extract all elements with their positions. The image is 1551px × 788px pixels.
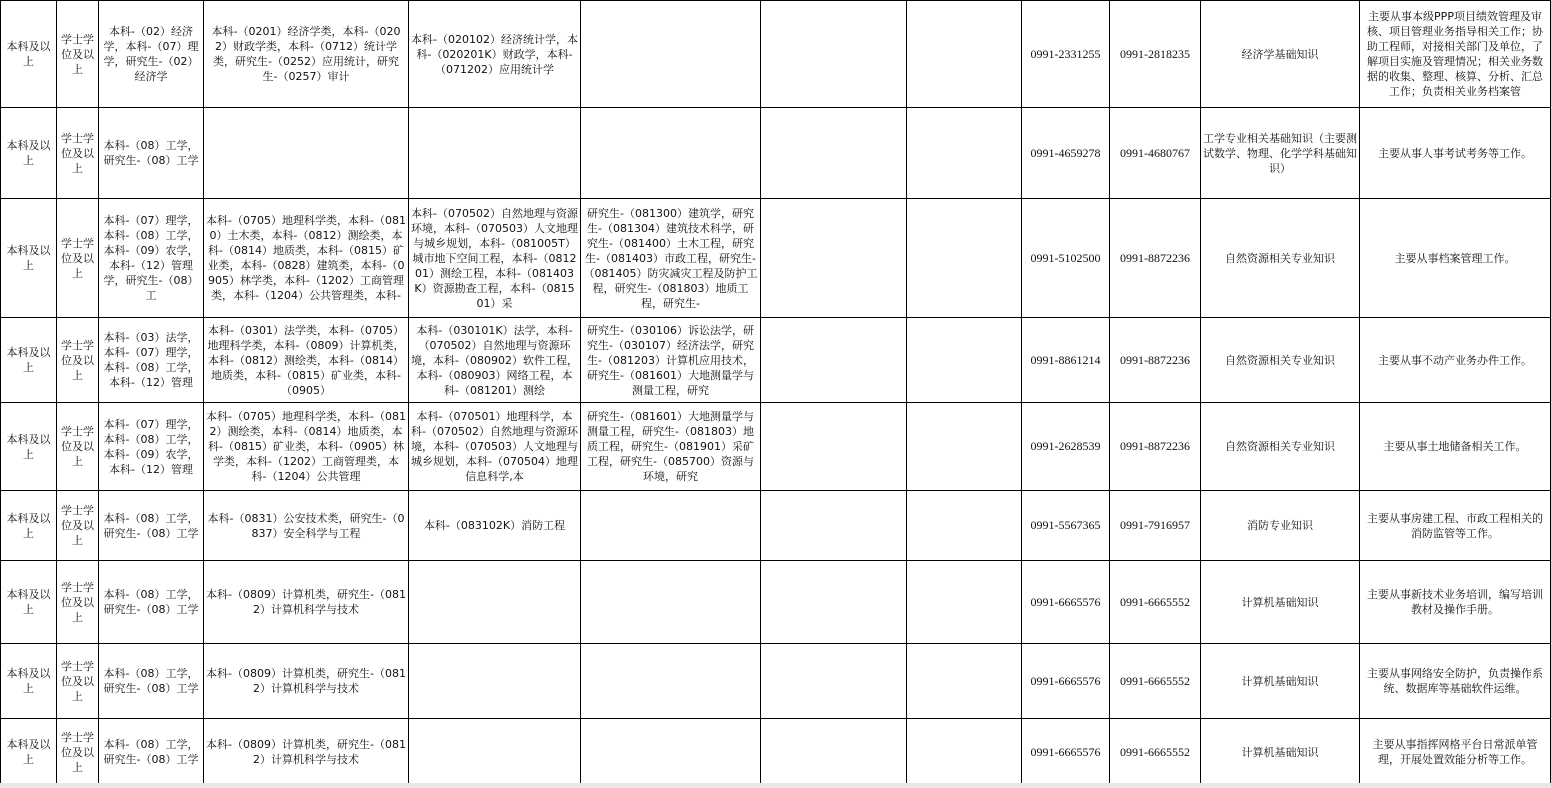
supervisor-phone-cell-text: 0991-8872236 [1120,439,1190,453]
major-category-cell-text: 本科-（02）经济学，本科-（07）理学，研究生-（02）经济学 [103,25,199,83]
major-category-cell-text: 本科-（07）理学，本科-（08）工学，本科-（09）农学，本科-（12）管理 [103,417,199,476]
blank-cell[interactable] [761,561,907,644]
major-name-cell-text: 本科-（083102K）消防工程 [423,519,566,532]
education-cell-text: 本科及以上 [6,432,51,461]
degree-cell-text: 学士学位及以上 [61,32,94,76]
exam-subject-cell-text: 工学专业相关基础知识（主要测试数学、物理、化学学科基础知识） [1203,131,1357,175]
degree-cell[interactable] [57,561,99,644]
major-category-cell[interactable] [99,318,204,403]
supervisor-phone-cell[interactable] [1110,108,1201,199]
exam-subject-cell-text: 计算机基础知识 [1241,745,1319,759]
table-row [1,1,1551,108]
supervisor-phone-cell-text: 0991-6665552 [1120,744,1190,759]
major-graduate-cell-text: 研究生-（030106）诉讼法学，研究生-（030107）经济法学，研究生-（081203）计算机应用技术，研究生-（081601）大地测量学与测量工程，研究 [587,323,754,397]
education-cell[interactable] [1,108,57,199]
major-class-cell[interactable] [204,561,409,644]
contact-phone-cell[interactable] [1022,561,1110,644]
major-graduate-cell[interactable] [581,561,761,644]
job-duty-cell[interactable] [1360,491,1551,561]
job-duty-cell-text: 主要从事不动产业务办件工作。 [1378,353,1532,367]
exam-subject-cell[interactable] [1201,491,1360,561]
exam-subject-cell[interactable] [1201,644,1360,719]
contact-phone-cell[interactable] [1022,108,1110,199]
major-class-cell-text: 本科-（0809）计算机类，研究生-（0812）计算机科学与技术 [206,667,406,695]
major-name-cell[interactable] [409,1,581,108]
major-graduate-cell[interactable] [581,108,761,199]
supervisor-phone-cell[interactable] [1110,318,1201,403]
contact-phone-cell[interactable] [1022,318,1110,403]
blank-cell[interactable] [761,108,907,199]
major-name-cell[interactable] [409,644,581,719]
blank-cell[interactable] [907,199,1022,318]
degree-cell[interactable] [57,1,99,108]
supervisor-phone-cell[interactable] [1110,561,1201,644]
major-name-cell-text: 本科-（020102）经济统计学，本科-（020201K）财政学，本科-（071202）应用统计学 [411,32,578,76]
major-graduate-cell[interactable] [581,719,761,786]
job-duty-cell-text: 主要从事指挥网格平台日常派单管理，开展处置效能分析等工作。 [1372,738,1538,766]
major-name-cell[interactable] [409,491,581,561]
job-duty-cell-text: 主要从事档案管理工作。 [1394,251,1516,265]
exam-subject-cell-text: 消防专业知识 [1247,519,1313,532]
major-name-cell[interactable] [409,318,581,403]
supervisor-phone-cell[interactable] [1110,644,1201,719]
supervisor-phone-cell-text: 0991-2818235 [1120,46,1190,61]
blank-cell[interactable] [761,199,907,318]
major-category-cell-text: 本科-（03）法学，本科-（07）理学，本科-（08）工学，本科-（12）管理 [103,331,199,389]
major-graduate-cell[interactable] [581,1,761,108]
blank-cell[interactable] [907,403,1022,491]
exam-subject-cell-text: 自然资源相关专业知识 [1225,251,1335,265]
supervisor-phone-cell-text: 0991-6665552 [1120,673,1190,688]
education-cell-text: 本科及以上 [6,588,51,616]
major-category-cell-text: 本科-（08）工学，研究生-（08）工学 [103,511,199,540]
job-duty-cell-text: 主要从事新技术业务培训，编写培训教材及操作手册。 [1367,588,1543,616]
contact-phone-cell[interactable] [1022,1,1110,108]
education-cell[interactable] [1,199,57,318]
education-cell-text: 本科及以上 [6,346,51,374]
supervisor-phone-cell[interactable] [1110,199,1201,318]
table-row [1,491,1551,561]
major-name-cell[interactable] [409,561,581,644]
degree-cell-text: 学士学位及以上 [61,131,94,175]
sheet-bottom-edge [0,783,1551,788]
education-cell-text: 本科及以上 [6,511,51,540]
major-category-cell[interactable] [99,108,204,199]
exam-subject-cell[interactable] [1201,318,1360,403]
education-cell[interactable] [1,318,57,403]
exam-subject-cell-text: 自然资源相关专业知识 [1225,353,1335,367]
contact-phone-cell[interactable] [1022,491,1110,561]
supervisor-phone-cell[interactable] [1110,1,1201,108]
major-class-cell[interactable] [204,644,409,719]
blank-cell[interactable] [907,108,1022,199]
contact-phone-cell[interactable] [1022,199,1110,318]
exam-subject-cell[interactable] [1201,561,1360,644]
supervisor-phone-cell[interactable] [1110,491,1201,561]
job-duty-cell[interactable] [1360,644,1551,719]
major-name-cell-text: 本科-（070502）自然地理与资源环境，本科-（070503）人文地理与城乡规划，本科-（081005T）城市地下空间工程，本科-（081201）测绘工程，本科-（081403K）资源勘查工程，本科-（081501）采 [411,206,578,310]
blank-cell[interactable] [761,318,907,403]
major-class-cell-text: 本科-（0705）地理科学类，本科-（0812）测绘类，本科-（0814）地质类，本科-（0815）矿业类，本科-（0905）林学类，本科-（1202）工商管理类，本科-（1204）公共管理 [206,410,406,483]
major-class-cell[interactable] [204,318,409,403]
major-category-cell[interactable] [99,403,204,491]
major-name-cell-text: 本科-（070501）地理科学，本科-（070502）自然地理与资源环境，本科-（070503）人文地理与城乡规划，本科-（070504）地理信息科学,本 [411,410,578,483]
blank-cell[interactable] [761,403,907,491]
degree-cell-text: 学士学位及以上 [61,730,94,774]
table-row [1,108,1551,199]
major-graduate-cell[interactable] [581,491,761,561]
major-class-cell-text: 本科-（0809）计算机类，研究生-（0812）计算机科学与技术 [206,738,406,766]
major-category-cell[interactable] [99,491,204,561]
contact-phone-cell-text: 0991-4659278 [1030,145,1101,160]
major-class-cell-text: 本科-（0831）公安技术类，研究生-（0837）安全科学与工程 [207,511,405,540]
major-category-cell-text: 本科-（08）工学，研究生-（08）工学 [103,139,199,167]
education-cell-text: 本科及以上 [6,40,51,68]
major-class-cell[interactable] [204,403,409,491]
major-name-cell[interactable] [409,108,581,199]
blank-cell[interactable] [761,644,907,719]
job-duty-cell[interactable] [1360,1,1551,108]
contact-phone-cell-text: 0991-2331255 [1030,46,1101,61]
blank-cell[interactable] [907,719,1022,786]
exam-subject-cell[interactable] [1201,108,1360,199]
table-row [1,199,1551,318]
major-graduate-cell[interactable] [581,644,761,719]
degree-cell[interactable] [57,318,99,403]
exam-subject-cell-text: 计算机基础知识 [1241,674,1319,688]
exam-subject-cell-text: 计算机基础知识 [1241,595,1319,609]
degree-cell[interactable] [57,403,99,491]
job-duty-cell-text: 主要从事网络安全防护，负责操作系统、数据库等基础软件运维。 [1367,667,1543,695]
contact-phone-cell-text: 0991-5567365 [1030,518,1101,532]
contact-phone-cell-text: 0991-2628539 [1030,439,1101,453]
supervisor-phone-cell-text: 0991-7916957 [1120,518,1190,532]
blank-cell[interactable] [761,1,907,108]
major-class-cell[interactable] [204,1,409,108]
job-duty-cell-text: 主要从事房建工程、市政工程相关的消防监管等工作。 [1367,511,1543,540]
job-duty-cell[interactable] [1360,318,1551,403]
major-category-cell[interactable] [99,644,204,719]
table-row [1,561,1551,644]
exam-subject-cell[interactable] [1201,1,1360,108]
major-category-cell[interactable] [99,561,204,644]
education-cell[interactable] [1,1,57,108]
exam-subject-cell[interactable] [1201,403,1360,491]
major-class-cell-text: 本科-（0301）法学类，本科-（0705）地理科学类，本科-（0809）计算机类，本科-（0812）测绘类，本科-（0814）地质类，本科-（0815）矿业类，本科-（0905） [207,323,405,397]
contact-phone-cell[interactable] [1022,644,1110,719]
blank-cell[interactable] [907,491,1022,561]
contact-phone-cell-text: 0991-8861214 [1030,352,1101,367]
major-category-cell[interactable] [99,199,204,318]
supervisor-phone-cell-text: 0991-6665552 [1120,594,1190,609]
major-name-cell-text: 本科-（030101K）法学，本科-（070502）自然地理与资源环境，本科-（080902）软件工程，本科-（080903）网络工程，本科-（081201）测绘 [411,323,578,397]
job-duty-cell[interactable] [1360,199,1551,318]
major-category-cell[interactable] [99,719,204,786]
contact-phone-cell-text: 0991-6665576 [1030,744,1101,759]
supervisor-phone-cell-text: 0991-8872236 [1120,352,1190,367]
exam-subject-cell-text: 自然资源相关专业知识 [1225,440,1335,453]
major-class-cell-text: 本科-（0809）计算机类，研究生-（0812）计算机科学与技术 [206,588,406,616]
exam-subject-cell[interactable] [1201,199,1360,318]
contact-phone-cell-text: 0991-6665576 [1030,673,1101,688]
degree-cell-text: 学士学位及以上 [61,580,94,624]
education-cell[interactable] [1,644,57,719]
major-class-cell[interactable] [204,199,409,318]
major-graduate-cell-text: 研究生-（081300）建筑学，研究生-（081304）建筑技术科学，研究生-（081400）土木工程，研究生-（081403）市政工程，研究生-（081405）防灾减灾工程及防护工程，研究生-（081803）地质工程，研究生- [583,206,758,310]
table-row [1,403,1551,491]
table-row [1,318,1551,403]
job-duty-cell[interactable] [1360,719,1551,786]
blank-cell[interactable] [907,318,1022,403]
contact-phone-cell[interactable] [1022,403,1110,491]
major-graduate-cell[interactable] [581,318,761,403]
blank-cell[interactable] [907,644,1022,719]
job-duty-cell-text: 主要从事人事考试考务等工作。 [1378,146,1532,160]
contact-phone-cell-text: 0991-5102500 [1030,250,1101,265]
supervisor-phone-cell-text: 0991-4680767 [1120,145,1190,160]
contact-phone-cell[interactable] [1022,719,1110,786]
major-category-cell-text: 本科-（08）工学，研究生-（08）工学 [103,667,199,695]
degree-cell[interactable] [57,199,99,318]
major-category-cell-text: 本科-（08）工学，研究生-（08）工学 [103,738,199,766]
supervisor-phone-cell[interactable] [1110,719,1201,786]
degree-cell[interactable] [57,644,99,719]
blank-cell[interactable] [907,1,1022,108]
education-cell-text: 本科及以上 [6,667,51,695]
degree-cell[interactable] [57,108,99,199]
job-duty-cell[interactable] [1360,108,1551,199]
education-cell[interactable] [1,561,57,644]
table-row [1,719,1551,786]
major-name-cell[interactable] [409,403,581,491]
major-name-cell[interactable] [409,199,581,318]
degree-cell-text: 学士学位及以上 [61,338,94,382]
degree-cell[interactable] [57,491,99,561]
major-class-cell-text: 本科-（0705）地理科学类，本科-（0810）土木类，本科-（0812）测绘类，本科-（0814）地质类，本科-（0815）矿业类，本科-（0828）建筑类，本科-（0905）林学类，本科-（1202）工商管理类，本科-（1204）公共管理类，本科- [206,214,406,302]
blank-cell[interactable] [761,719,907,786]
major-name-cell[interactable] [409,719,581,786]
major-class-cell[interactable] [204,719,409,786]
exam-subject-cell[interactable] [1201,719,1360,786]
table-row [1,644,1551,719]
education-cell[interactable] [1,403,57,491]
degree-cell-text: 学士学位及以上 [61,659,94,703]
blank-cell[interactable] [761,491,907,561]
major-graduate-cell[interactable] [581,403,761,491]
job-duty-cell[interactable] [1360,403,1551,491]
major-class-cell-text: 本科-（0201）经济学类，本科-（0202）财政学类，本科-（0712）统计学类，研究生-（0252）应用统计，研究生-（0257）审计 [211,25,401,83]
exam-subject-cell-text: 经济学基础知识 [1241,47,1319,61]
degree-cell[interactable] [57,719,99,786]
education-cell-text: 本科及以上 [6,738,51,766]
contact-phone-cell-text: 0991-6665576 [1030,594,1101,609]
major-class-cell[interactable] [204,491,409,561]
degree-cell-text: 学士学位及以上 [61,236,94,280]
major-category-cell[interactable] [99,1,204,108]
major-class-cell[interactable] [204,108,409,199]
major-graduate-cell[interactable] [581,199,761,318]
supervisor-phone-cell-text: 0991-8872236 [1120,250,1190,265]
supervisor-phone-cell[interactable] [1110,403,1201,491]
major-category-cell-text: 本科-（08）工学，研究生-（08）工学 [103,588,199,616]
education-cell-text: 本科及以上 [6,244,51,272]
degree-cell-text: 学士学位及以上 [61,425,94,468]
major-category-cell-text: 本科-（07）理学，本科-（08）工学，本科-（09）农学，本科-（12）管理学，研究生-（08）工 [103,214,199,302]
degree-cell-text: 学士学位及以上 [61,504,94,547]
job-duty-cell-text: 主要从事本级PPP项目绩效管理及审核、项目管理业务指导相关工作；协助工程师，对接相关部门及单位，了解项目实施及管理情况；相关业务数据的收集、整理、核算、分析、汇总工作；负责相关业务档案管 [1367,10,1543,98]
education-cell-text: 本科及以上 [6,139,51,167]
job-duty-cell-text: 主要从事土地储备相关工作。 [1383,440,1527,453]
job-duty-cell[interactable] [1360,561,1551,644]
major-graduate-cell-text: 研究生-（081601）大地测量学与测量工程，研究生-（081803）地质工程，研究生-（081901）采矿工程，研究生-（085700）资源与环境，研究 [587,410,754,483]
education-cell[interactable] [1,491,57,561]
education-cell[interactable] [1,719,57,786]
blank-cell[interactable] [907,561,1022,644]
